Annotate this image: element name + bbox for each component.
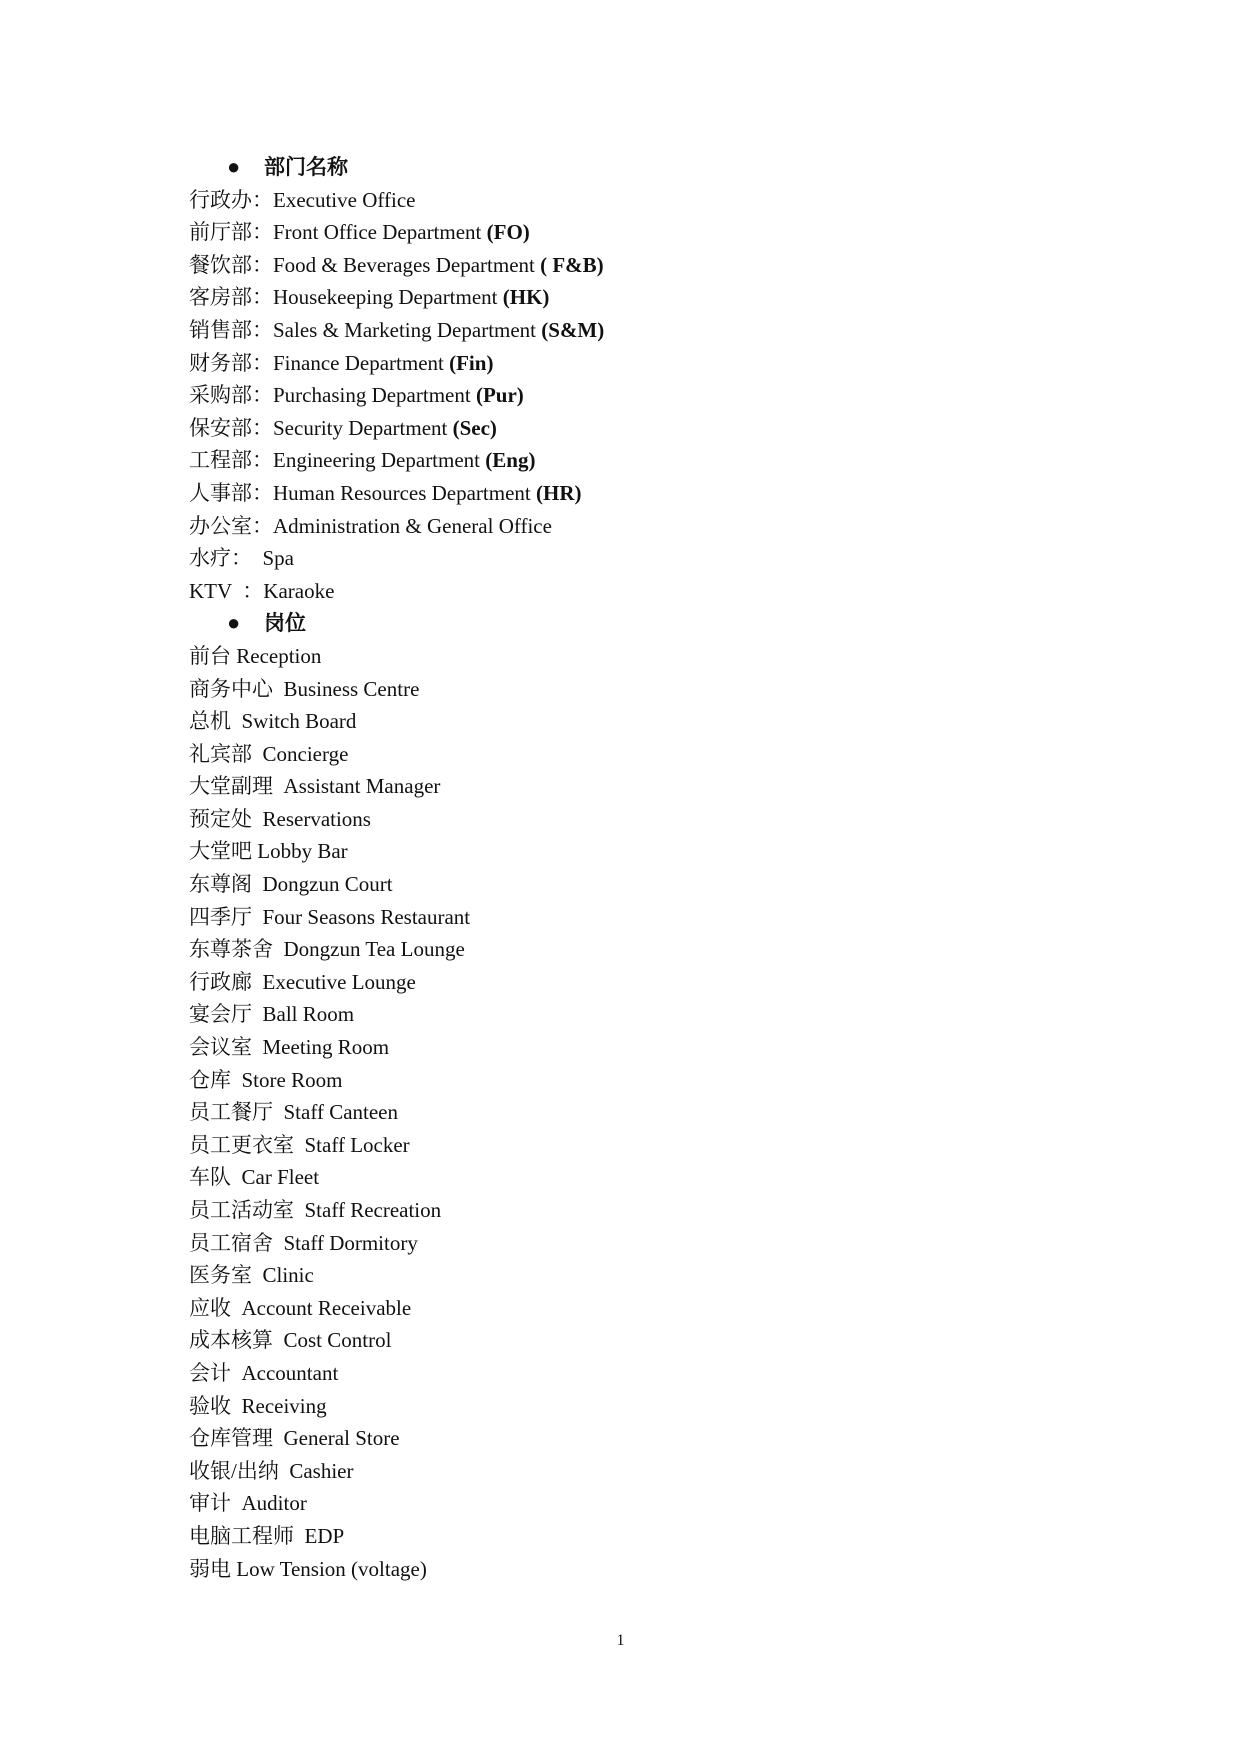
english-term: Karaoke xyxy=(263,578,335,603)
chinese-term: 东尊阁 xyxy=(189,872,263,897)
section-heading-positions xyxy=(189,607,1089,640)
english-term: Cashier xyxy=(289,1458,354,1483)
english-term: General Store xyxy=(283,1426,400,1451)
list-item xyxy=(189,1064,1089,1097)
list-item xyxy=(189,835,1089,868)
list-item xyxy=(189,673,1089,706)
list-item xyxy=(189,1357,1089,1390)
chinese-term: 应收 xyxy=(189,1295,242,1320)
list-item xyxy=(189,1324,1089,1357)
english-term: Low Tension (voltage) xyxy=(236,1556,427,1581)
list-item xyxy=(189,705,1089,738)
chinese-term: 大堂副理 xyxy=(189,774,284,799)
english-term: Reception xyxy=(236,643,322,668)
english-term: Executive Office xyxy=(273,187,416,212)
english-term: Security Department xyxy=(273,415,453,440)
chinese-term: 验收 xyxy=(189,1393,242,1418)
chinese-term: 医务室 xyxy=(189,1263,263,1288)
english-term: Dongzun Tea Lounge xyxy=(283,937,465,962)
english-term: Clinic xyxy=(262,1263,314,1288)
list-item xyxy=(189,1292,1089,1325)
list-item xyxy=(189,738,1089,771)
chinese-term: 收银/出纳 xyxy=(189,1458,290,1483)
list-item xyxy=(189,184,1089,217)
english-term: Lobby Bar xyxy=(257,839,348,864)
list-item xyxy=(189,1455,1089,1488)
list-item xyxy=(189,1259,1089,1292)
abbreviation: (HK) xyxy=(502,285,550,310)
english-term: EDP xyxy=(304,1523,345,1548)
chinese-term: 工程部： xyxy=(189,448,273,473)
english-term: Staff Locker xyxy=(304,1132,410,1157)
list-item xyxy=(189,1161,1089,1194)
chinese-term: 餐饮部： xyxy=(189,252,273,277)
list-item xyxy=(189,1553,1089,1586)
english-term: Housekeeping Department xyxy=(273,285,503,310)
english-term: Receiving xyxy=(241,1393,327,1418)
list-item xyxy=(189,770,1089,803)
chinese-term: 宴会厅 xyxy=(189,1002,263,1027)
list-item xyxy=(189,444,1089,477)
english-term: Staff Canteen xyxy=(283,1100,398,1125)
english-term: Engineering Department xyxy=(273,448,486,473)
list-item xyxy=(189,1031,1089,1064)
chinese-term: 四季厅 xyxy=(189,904,263,929)
page-number: 1 xyxy=(616,1632,625,1649)
english-term: Assistant Manager xyxy=(283,774,441,799)
english-term: Dongzun Court xyxy=(262,872,393,897)
list-item xyxy=(189,1096,1089,1129)
chinese-term: 会议室 xyxy=(189,1035,263,1060)
abbreviation: (Sec) xyxy=(452,415,497,440)
english-term: Human Resources Department xyxy=(273,480,537,505)
english-term: Food & Beverages Department xyxy=(273,252,541,277)
english-term: Auditor xyxy=(241,1491,307,1516)
chinese-term: 审计 xyxy=(189,1491,242,1516)
english-term: Four Seasons Restaurant xyxy=(262,904,471,929)
bullet-icon: ● xyxy=(227,154,241,179)
chinese-term: 办公室： xyxy=(189,513,273,538)
abbreviation: ( F&B) xyxy=(540,252,604,277)
abbreviation: (HR) xyxy=(536,480,582,505)
list-item xyxy=(189,347,1089,380)
chinese-term: 员工更衣室 xyxy=(189,1132,305,1157)
english-term: Staff Dormitory xyxy=(283,1230,418,1255)
chinese-term: 行政办： xyxy=(189,187,273,212)
list-item xyxy=(189,901,1089,934)
document-body xyxy=(189,151,1089,1585)
english-term: Administration & General Office xyxy=(273,513,552,538)
list-item xyxy=(189,1194,1089,1227)
list-item xyxy=(189,1422,1089,1455)
english-term: Business Centre xyxy=(283,676,420,701)
english-term: Sales & Marketing Department xyxy=(273,317,542,342)
list-item xyxy=(189,1390,1089,1423)
english-term: Reservations xyxy=(262,806,371,831)
chinese-term: 行政廊 xyxy=(189,969,263,994)
list-item xyxy=(189,575,1089,608)
chinese-term: 预定处 xyxy=(189,806,263,831)
chinese-term: 前厅部： xyxy=(189,220,273,245)
abbreviation: (S&M) xyxy=(541,317,605,342)
abbreviation: (Pur) xyxy=(475,383,524,408)
english-term: Switch Board xyxy=(241,709,357,734)
chinese-term: 水疗： xyxy=(189,546,263,571)
list-item xyxy=(189,314,1089,347)
chinese-term: 员工餐厅 xyxy=(189,1100,284,1125)
english-term: Accountant xyxy=(241,1360,339,1385)
chinese-term: 成本核算 xyxy=(189,1328,284,1353)
chinese-term: 仓库 xyxy=(189,1067,242,1092)
english-term: Staff Recreation xyxy=(304,1198,442,1222)
english-term: Concierge xyxy=(262,741,349,766)
list-item xyxy=(189,249,1089,282)
list-item xyxy=(189,1487,1089,1520)
list-item xyxy=(189,933,1089,966)
list-item xyxy=(189,281,1089,314)
english-term: Cost Control xyxy=(283,1328,392,1353)
chinese-term: 会计 xyxy=(189,1360,242,1385)
chinese-term: 客房部： xyxy=(189,285,273,310)
list-item xyxy=(189,412,1089,445)
list-item xyxy=(189,1129,1089,1162)
list-item xyxy=(189,998,1089,1031)
english-term: Purchasing Department xyxy=(273,383,476,408)
chinese-term: 东尊茶舍 xyxy=(189,937,284,962)
list-item xyxy=(189,216,1089,249)
abbreviation: (Eng) xyxy=(485,448,536,473)
chinese-term: 弱电 xyxy=(189,1556,237,1581)
section-heading-departments xyxy=(189,151,1089,184)
english-term: Executive Lounge xyxy=(262,969,416,994)
section-title: 部门名称 xyxy=(264,155,348,179)
list-item xyxy=(189,542,1089,575)
chinese-term: 车队 xyxy=(189,1165,242,1190)
list-item xyxy=(189,803,1089,836)
abbreviation: (Fin) xyxy=(449,350,494,375)
chinese-term: 员工宿舍 xyxy=(189,1230,284,1255)
chinese-term: 大堂吧 xyxy=(189,839,258,864)
english-term: Car Fleet xyxy=(241,1165,320,1190)
chinese-term: 前台 xyxy=(189,643,237,668)
chinese-term: KTV ： xyxy=(189,578,264,603)
chinese-term: 人事部： xyxy=(189,480,273,505)
chinese-term: 员工活动室 xyxy=(189,1198,305,1222)
chinese-term: 采购部： xyxy=(189,383,273,408)
list-item xyxy=(189,1227,1089,1260)
english-term: Store Room xyxy=(241,1067,343,1092)
english-term: Meeting Room xyxy=(262,1035,390,1060)
english-term: Account Receivable xyxy=(241,1295,412,1320)
chinese-term: 电脑工程师 xyxy=(189,1523,305,1548)
list-item xyxy=(189,966,1089,999)
english-term: Ball Room xyxy=(262,1002,355,1027)
list-item xyxy=(189,868,1089,901)
chinese-term: 总机 xyxy=(189,709,242,734)
abbreviation: (FO) xyxy=(486,220,530,245)
chinese-term: 财务部： xyxy=(189,350,273,375)
chinese-term: 销售部： xyxy=(189,317,273,342)
chinese-term: 保安部： xyxy=(189,415,273,440)
english-term: Front Office Department xyxy=(273,220,487,245)
bullet-icon: ● xyxy=(227,610,241,636)
english-term: Finance Department xyxy=(273,350,450,375)
section-title: 岗位 xyxy=(264,611,306,636)
list-item xyxy=(189,1520,1089,1553)
chinese-term: 仓库管理 xyxy=(189,1426,284,1451)
list-item xyxy=(189,379,1089,412)
list-item xyxy=(189,640,1089,673)
list-item xyxy=(189,510,1089,543)
chinese-term: 商务中心 xyxy=(189,676,284,701)
chinese-term: 礼宾部 xyxy=(189,741,263,766)
english-term: Spa xyxy=(262,546,294,571)
list-item xyxy=(189,477,1089,510)
